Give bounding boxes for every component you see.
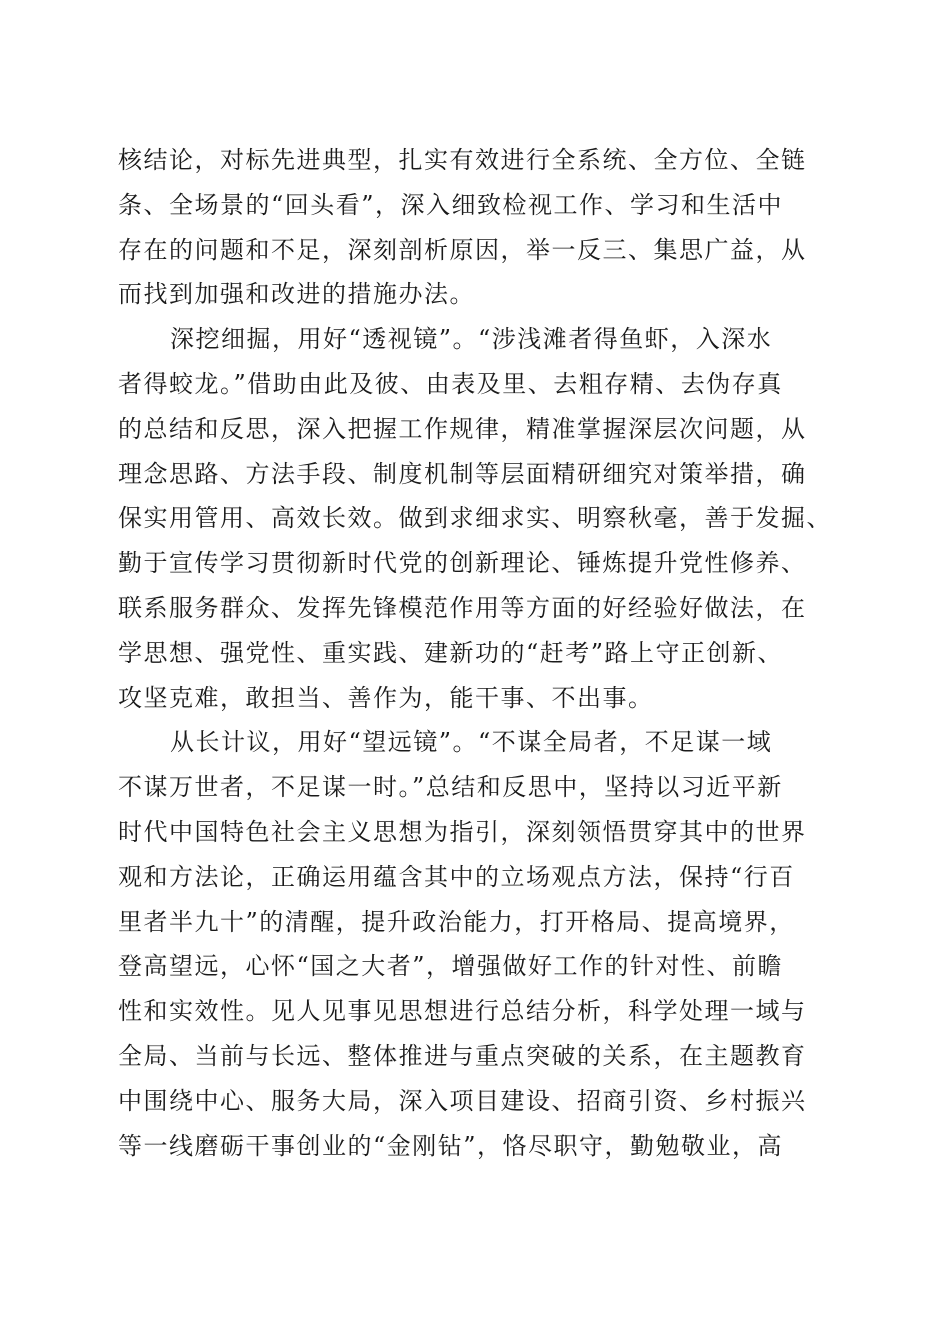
- text-line: 不谋万世者，不足谋一时。”总结和反思中，坚持以习近平新: [118, 773, 783, 802]
- text-line: 里者半九十”的清醒，提升政治能力，打开格局、提高境界，: [118, 907, 795, 936]
- paragraph-start-line: 从长计议，用好“望远镜”。“不谋全局者，不足谋一域: [170, 728, 773, 757]
- text-line: 的总结和反思，深入把握工作规律，精准掌握深层次问题，从: [118, 414, 807, 443]
- text-line: 保实用管用、高效长效。做到求细求实、明察秋毫，善于发掘、: [118, 504, 832, 533]
- text-line: 联系服务群众、发挥先锋模范作用等方面的好经验好做法，在: [118, 593, 807, 622]
- text-line: 中围绕中心、服务大局，深入项目建设、招商引资、乡村振兴: [118, 1086, 807, 1115]
- paragraph-start-line: 深挖细掘，用好“透视镜”。“涉浅滩者得鱼虾，入深水: [170, 325, 773, 354]
- text-line: 全局、当前与长远、整体推进与重点突破的关系，在主题教育: [118, 1041, 807, 1070]
- text-line: 核结论，对标先进典型，扎实有效进行全系统、全方位、全链: [118, 146, 807, 174]
- text-line: 勤于宣传学习贯彻新时代党的创新理论、锤炼提升党性修养、: [118, 549, 807, 578]
- text-line: 条、全场景的“回头看”，深入细致检视工作、学习和生活中: [118, 190, 784, 219]
- text-line: 观和方法论，正确运用蕴含其中的立场观点方法，保持“行百: [118, 862, 795, 891]
- text-line: 等一线磨砺干事创业的“金刚钻”，恪尽职守，勤勉敬业，高: [118, 1131, 784, 1160]
- body-text: [118, 138, 838, 1168]
- text-line: 学思想、强党性、重实践、建新功的“赶考”路上守正创新、: [118, 638, 784, 667]
- text-line: 而找到加强和改进的措施办法。: [118, 280, 475, 309]
- text-line: 者得蛟龙。”借助由此及彼、由表及里、去粗存精、去伪存真: [118, 369, 783, 398]
- text-line: 存在的问题和不足，深刻剖析原因，举一反三、集思广益，从: [118, 235, 807, 264]
- text-line: 时代中国特色社会主义思想为指引，深刻领悟贯穿其中的世界: [118, 817, 807, 846]
- text-line: 性和实效性。见人见事见思想进行总结分析，科学处理一域与: [118, 997, 807, 1026]
- text-line: 攻坚克难，敢担当、善作为，能干事、不出事。: [118, 683, 654, 712]
- text-line: 理念思路、方法手段、制度机制等层面精研细究对策举措，确: [118, 459, 807, 488]
- text-line: 登高望远，心怀“国之大者”，增强做好工作的针对性、前瞻: [118, 952, 784, 981]
